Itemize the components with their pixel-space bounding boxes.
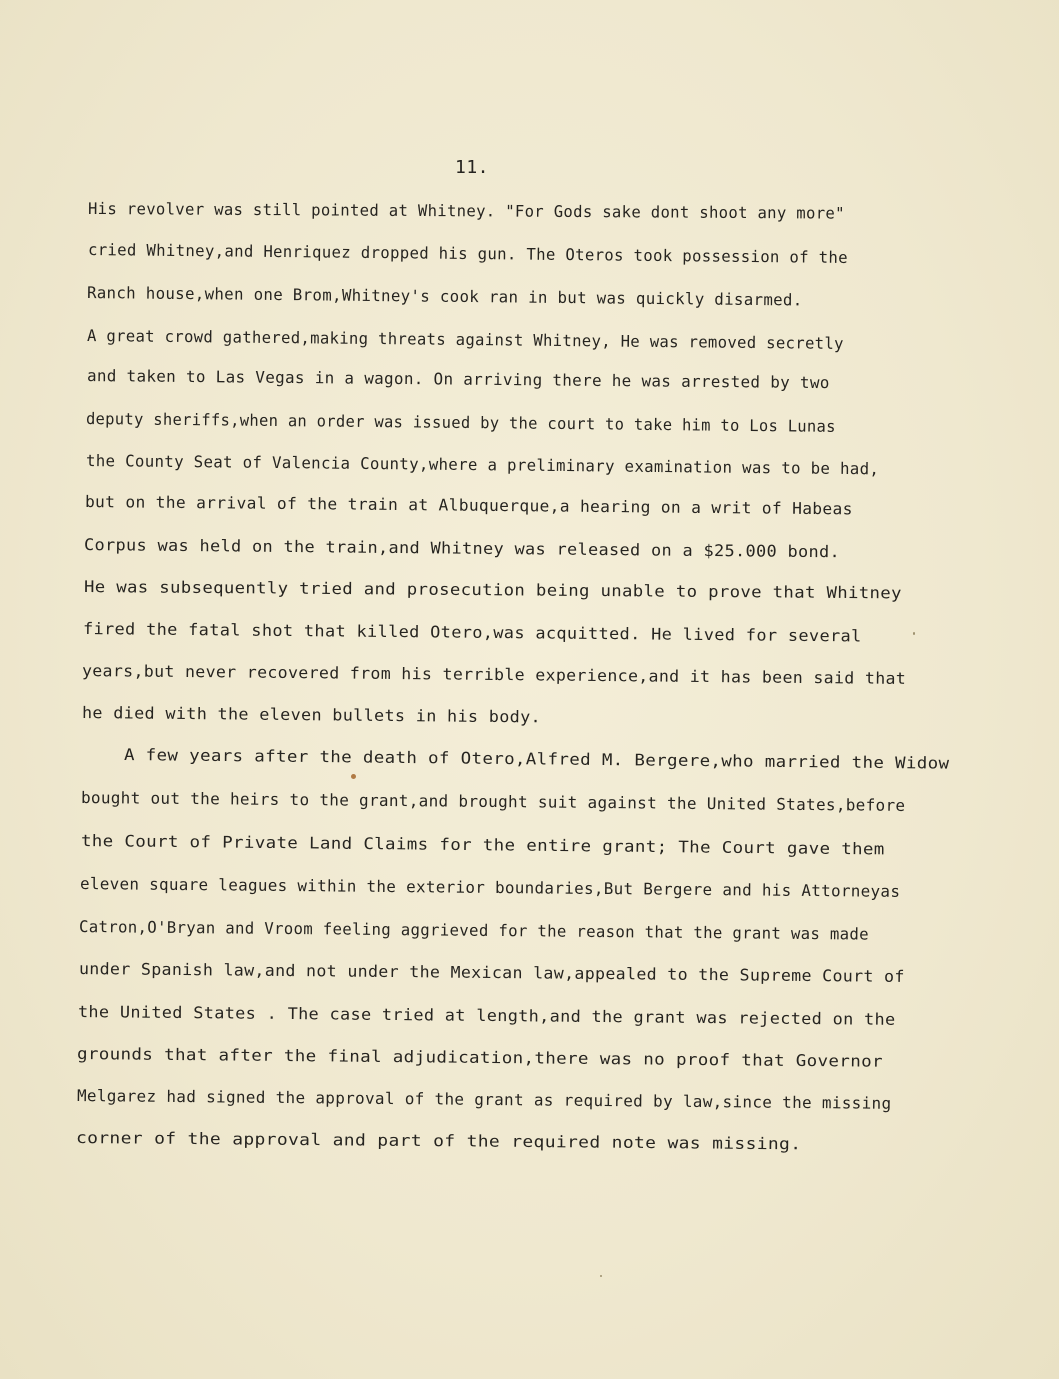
text-line: Melgarez had signed the approval of the grant as required by law,since the missing	[76, 1086, 892, 1113]
text-line: grounds that after the final adjudication,there was no proof that Governor	[76, 1044, 884, 1071]
ink-speck	[351, 774, 356, 779]
text-line: the County Seat of Valencia County,where a preliminary examination was to be had,	[85, 451, 880, 479]
text-line: He was subsequently tried and prosecution being unable to prove that Whitney	[83, 577, 902, 603]
text-line: but on the arrival of the train at Albuquerque,a hearing on a writ of Habeas	[84, 492, 853, 519]
text-line: the Court of Private Land Claims for the entire grant; The Court gave them	[80, 831, 885, 859]
text-line: Ranch house,when one Brom,Whitney's cook ran in but was quickly disarmed.	[86, 283, 803, 310]
ink-speck	[913, 632, 915, 635]
text-line: bought out the heirs to the grant,and brought suit against the United States,before	[80, 788, 906, 815]
text-line: His revolver was still pointed at Whitney. "For Gods sake dont shoot any more"	[87, 199, 845, 223]
text-line: Catron,O'Bryan and Vroom feeling aggrieved for the reason that the grant was made	[78, 917, 870, 944]
text-line: the United States . The case tried at length,and the grant was rejected on the	[77, 1002, 896, 1029]
text-line: fired the fatal shot that killed Otero,was acquitted. He lived for several	[82, 619, 862, 646]
ink-speck	[600, 1275, 602, 1277]
text-line: and taken to Las Vegas in a wagon. On arriving there he was arrested by two	[86, 366, 830, 393]
text-line: corner of the approval and part of the required note was missing.	[75, 1128, 802, 1154]
text-line: deputy sheriffs,when an order was issued by the court to take him to Los Lunas	[85, 409, 836, 436]
text-line: A few years after the death of Otero,Alfred M. Bergere,who married the Widow	[123, 745, 950, 773]
text-line: he died with the eleven bullets in his body.	[81, 703, 542, 727]
text-line: under Spanish law,and not under the Mexican law,appealed to the Supreme Court of	[78, 959, 905, 986]
text-line: eleven square leagues within the exterior boundaries,But Bergere and his Attorneyas	[79, 874, 901, 901]
text-line: cried Whitney,and Henriquez dropped his gun. The Oteros took possession of the	[87, 240, 849, 267]
page-number: 11.	[455, 157, 490, 178]
text-line: A great crowd gathered,making threats against Whitney, He was removed secretly	[86, 326, 844, 353]
text-line: years,but never recovered from his terrible experience,and it has been said that	[81, 661, 907, 688]
text-line: Corpus was held on the train,and Whitney was released on a $25.000 bond.	[83, 535, 841, 562]
